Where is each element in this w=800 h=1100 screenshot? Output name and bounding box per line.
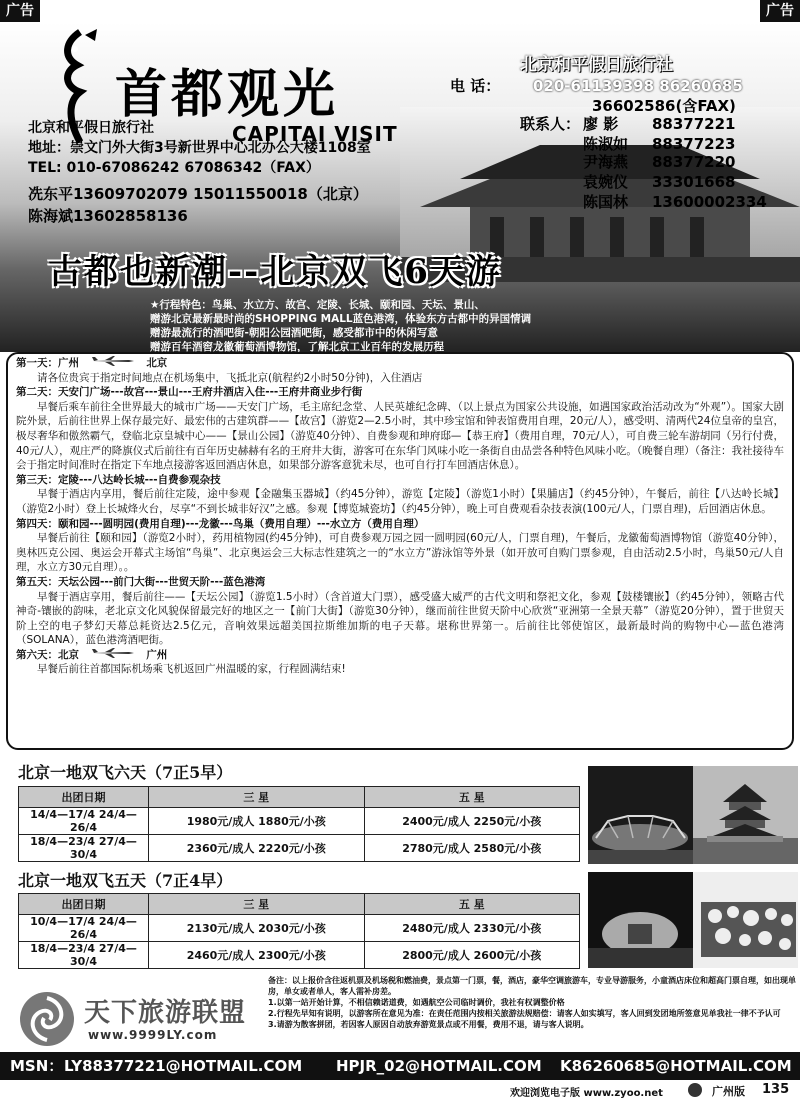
contact-number: 13600002334 (652, 193, 767, 211)
slogan: 古都也新潮--北京双飞6天游 (48, 252, 502, 292)
agency-tel: TEL: 010-67086242 67086342（FAX） (28, 160, 320, 176)
contact-line-2: 陈海斌13602858136 (28, 207, 188, 225)
logo-subtitle: CAPITAI VISIT (232, 122, 398, 146)
notes-section (268, 975, 798, 1030)
note-item: 3.请游为散客拼团，若因客人原因自动放弃游览景点或不用餐，费用不退，请与客人说明。 (268, 1020, 589, 1029)
contact-name: 陈淑如 (583, 135, 629, 153)
phone-line-1: 020-61139398 86260685 (533, 77, 743, 95)
contact-name: 陈国林 (583, 193, 629, 211)
cell-three-star: 2130元/成人 2030元/小孩 (149, 915, 365, 942)
day-title: 第四天：颐和园---圆明园(费用自理)---龙徽---鸟巢（费用自理）---水立方（费用自理） (16, 517, 425, 530)
footer-edition: 广州版 (712, 1085, 745, 1098)
plane-icon (83, 356, 143, 371)
feature-item: 赠游最流行的酒吧街-朝阳公园酒吧街，感受都市中的休闲写意 (150, 327, 438, 339)
day-title (16, 648, 784, 663)
day-destination: 北京 (146, 357, 168, 369)
table2-title: 北京一地双飞五天（7正4早） (18, 871, 233, 890)
ad-label-left: 广告 (0, 0, 40, 22)
footer-text: 欢迎浏览电子版 www.zyoo.net (510, 1088, 663, 1099)
itinerary-box (6, 352, 794, 750)
cell-three-star: 2460元/成人 2300元/小孩 (149, 942, 365, 969)
plane-icon (83, 648, 143, 663)
badge-icon (688, 1083, 702, 1097)
contact-name: 尹海燕 (583, 153, 629, 171)
cell-five-star: 2480元/成人 2330元/小孩 (364, 915, 580, 942)
table-header-row (19, 787, 580, 808)
ad-label-right: 广告 (760, 0, 800, 22)
cell-five-star: 2800元/成人 2600元/小孩 (364, 942, 580, 969)
national-theater-photo (588, 872, 693, 968)
phone-line-2: 36602586(含FAX) (592, 97, 736, 115)
note-item: 备注：以上报价含往返机票及机场税和燃油费，景点第一门票，餐，酒店，豪华空调旅游车，专业导游服务，小童酒店床位和超高门票自理，如出现单房，单女或者单人，客人需补房差。 (268, 976, 796, 996)
birds-nest-photo (588, 766, 693, 864)
day-origin: 第一天：广州 (16, 357, 79, 369)
page-number: 135 (762, 1082, 790, 1097)
cell-dates: 18/4—23/4 27/4—30/4 (19, 835, 149, 862)
cell-three-star: 2360元/成人 2220元/小孩 (149, 835, 365, 862)
footer (0, 1082, 800, 1100)
msn-label: MSN： (10, 1057, 64, 1075)
col-header-three-star: 三 星 (149, 894, 365, 915)
feature-item: 赠游北京最新最时尚的SHOPPING MALL蓝色港湾，体验东方古都中的异国情调 (150, 313, 532, 325)
agency-name-top: 北京和平假日旅行社 (520, 55, 673, 75)
table-row (19, 942, 580, 969)
day-title: 第二天：天安门广场---故宫---景山---王府井酒店入住---王府井商业步行街 (16, 386, 363, 399)
brand-name: 天下旅游联盟 (84, 998, 247, 1028)
cell-three-star: 1980元/成人 1880元/小孩 (149, 808, 365, 835)
cell-dates: 10/4—17/4 24/4—26/4 (19, 915, 149, 942)
cell-five-star: 2400元/成人 2250元/小孩 (364, 808, 580, 835)
table-row (19, 808, 580, 835)
contact-number: 88377221 (652, 115, 736, 133)
col-header-three-star: 三 星 (149, 787, 365, 808)
note-item: 1.以第一站开始计算，不相信赖诺道费，如遇航空公司临时调价，我社有权调整价格 (268, 998, 565, 1007)
table-row (19, 915, 580, 942)
contact-number: 33301668 (652, 173, 736, 191)
contacts-label: 联系人： (520, 115, 581, 133)
day-title (16, 356, 784, 371)
col-header-dates: 出团日期 (19, 787, 149, 808)
agency-address: 地址：崇文门外大街3号新世界中心北办公大楼1108室 (28, 140, 371, 156)
msn-account[interactable]: LY88377221@HOTMAIL.COM (64, 1057, 303, 1075)
day-description: 请各位贵宾于指定时间地点在机场集中，飞抵北京(航程约2小时50分钟)，入住酒店 (37, 371, 423, 384)
temple-of-heaven-photo (693, 766, 798, 864)
day-description: 早餐于酒店内享用，餐后前往定陵，途中参观【金融集玉器城】（约45分钟），游览【定陵】（游览1小时）【果脯店】（约45分钟），午餐后，前往【八达岭长城】（游览2小时）登上长城烽火台，尽享“不到长城非好汉”之感。参观【博览城瓷坊】（约45分钟），晚上可自费观看杂技表演(100元/人，门票自理)，后回酒店休息。 (16, 488, 784, 515)
cell-five-star: 2780元/成人 2580元/小孩 (364, 835, 580, 862)
day-description: 早餐后前往首都国际机场乘飞机返回广州温暖的家，行程圆满结束! (37, 663, 346, 676)
msn-bar (0, 1052, 800, 1080)
day-destination: 广州 (146, 648, 168, 661)
col-header-five-star: 五 星 (364, 894, 580, 915)
feature-item: ★行程特色：鸟巢、水立方、故宫、定陵、长城、颐和园、天坛、景山、 (150, 299, 485, 311)
feature-item: 赠游百年酒窖龙徽葡萄酒博物馆，了解北京工业百年的发展历程 (150, 341, 444, 352)
table-header-row (19, 894, 580, 915)
contact-name: 廖 影 (583, 115, 619, 133)
header-banner (0, 22, 800, 352)
contact-name: 袁婉仪 (583, 173, 629, 191)
brand-url[interactable]: www.9999LY.com (88, 1028, 218, 1042)
price-table-6day (18, 786, 580, 862)
agency-name: 北京和平假日旅行社 (28, 120, 154, 136)
water-cube-photo (693, 872, 798, 968)
note-item: 2.行程先早知有说明，以游客所在意见为准：在责任范围内按相关旅游法规赔偿：请客人如实填写，客人回到发团地所签意见单我社一律不予认可 (268, 1009, 781, 1018)
msn-account[interactable]: HPJR_02@HOTMAIL.COM (336, 1057, 542, 1075)
swirl-logo-icon (18, 990, 76, 1048)
contact-line-1: 冼东平13609702079 15011550018（北京） (28, 185, 368, 203)
phone-label: 电 话： (450, 77, 501, 95)
logo-title: 首都观光 (115, 64, 340, 125)
contact-number: 88377223 (652, 135, 736, 153)
day-origin: 第六天：北京 (16, 648, 79, 661)
cell-dates: 14/4—17/4 24/4—26/4 (19, 808, 149, 835)
col-header-dates: 出团日期 (19, 894, 149, 915)
table1-title: 北京一地双飞六天（7正5早） (18, 763, 233, 782)
day-title: 第五天：天坛公园---前门大街---世贸天阶---蓝色港湾 (16, 575, 266, 588)
day-description: 早餐后前往【颐和园】（游览2小时），药用植物园(约45分钟)，可自费参观万园之园一圆明园(60元/人，门票自理)，午餐后，龙徽葡萄酒博物馆（游览40分钟），奥林匹克公园、奥运会开幕式主场馆“鸟巢”、北京奥运会三大标志性建筑之一的“水立方”游泳馆等外景（如开放可自购门票参观，自由活动2.5小时，鸟巢50元/人自理，水立方30元自理）。。 (16, 532, 784, 574)
feature-list (150, 298, 730, 352)
msn-account[interactable]: K86260685@HOTMAIL.COM (560, 1057, 792, 1075)
day-description: 早餐后乘车前往全世界最大的城市广场——天安门广场，毛主席纪念堂、人民英雄纪念碑、（以上景点为国家公共设施，如遇国家政治活动改为“外观”）。国家大剧院外景，后前往世界上保存最完好、最宏伟的古建筑群——【故宫】（游览2—2.5小时，其中珍宝馆和钟表馆费用自理，20元/人），感受明、清两代24位皇帝的皇宫，极尽奢华和傲然霸气，登临北京皇城中心——【景山公园】（游览40分钟）、自费参观和珅府邸—【恭王府】（费用自理，70元/人），可自费三轮车游胡同（另行付费，40元/人），观庄严的降旗仪式后前往有百年历史赫赫有名的王府井大街，游客可在东华门风味小吃一条街自由品尝各种特色风味小吃。（晚餐自理）（备注：我社接待车会于指定时间准时在指定下车地点接游客返回酒店休息，如果部分游客意犹未尽，也可自行打车回酒店休息）。 (16, 400, 784, 472)
table-row (19, 835, 580, 862)
day-description: 早餐于酒店享用，餐后前往——【天坛公园】（游览1.5小时）（含首道大门票），感受盛大威严的古代文明和祭祀文化，参观【鼓楼镶嵌】（约45分钟），领略古代神奇-镶嵌的韵味，老北京文化风貌保留最完好的地区之一【前门大街】（游览30分钟），继而前往世贸天阶中心欣赏“亚洲第一全景天幕”（游览20分钟），置于世贸天阶上空的电子梦幻天幕总耗资达2.5亿元，音响效果远超美国拉斯维加斯的电子天幕。堪称世界第一。后前往比邻使馆区，最新最时尚的购物中心—蓝色港湾（SOLANA），蓝色港湾酒吧街。 (16, 590, 784, 647)
day-title: 第三天：定陵---八达岭长城---自费参观杂技 (16, 473, 221, 486)
col-header-five-star: 五 星 (364, 787, 580, 808)
contact-number: 88377220 (652, 153, 736, 171)
price-table-5day (18, 893, 580, 969)
cell-dates: 18/4—23/4 27/4—30/4 (19, 942, 149, 969)
